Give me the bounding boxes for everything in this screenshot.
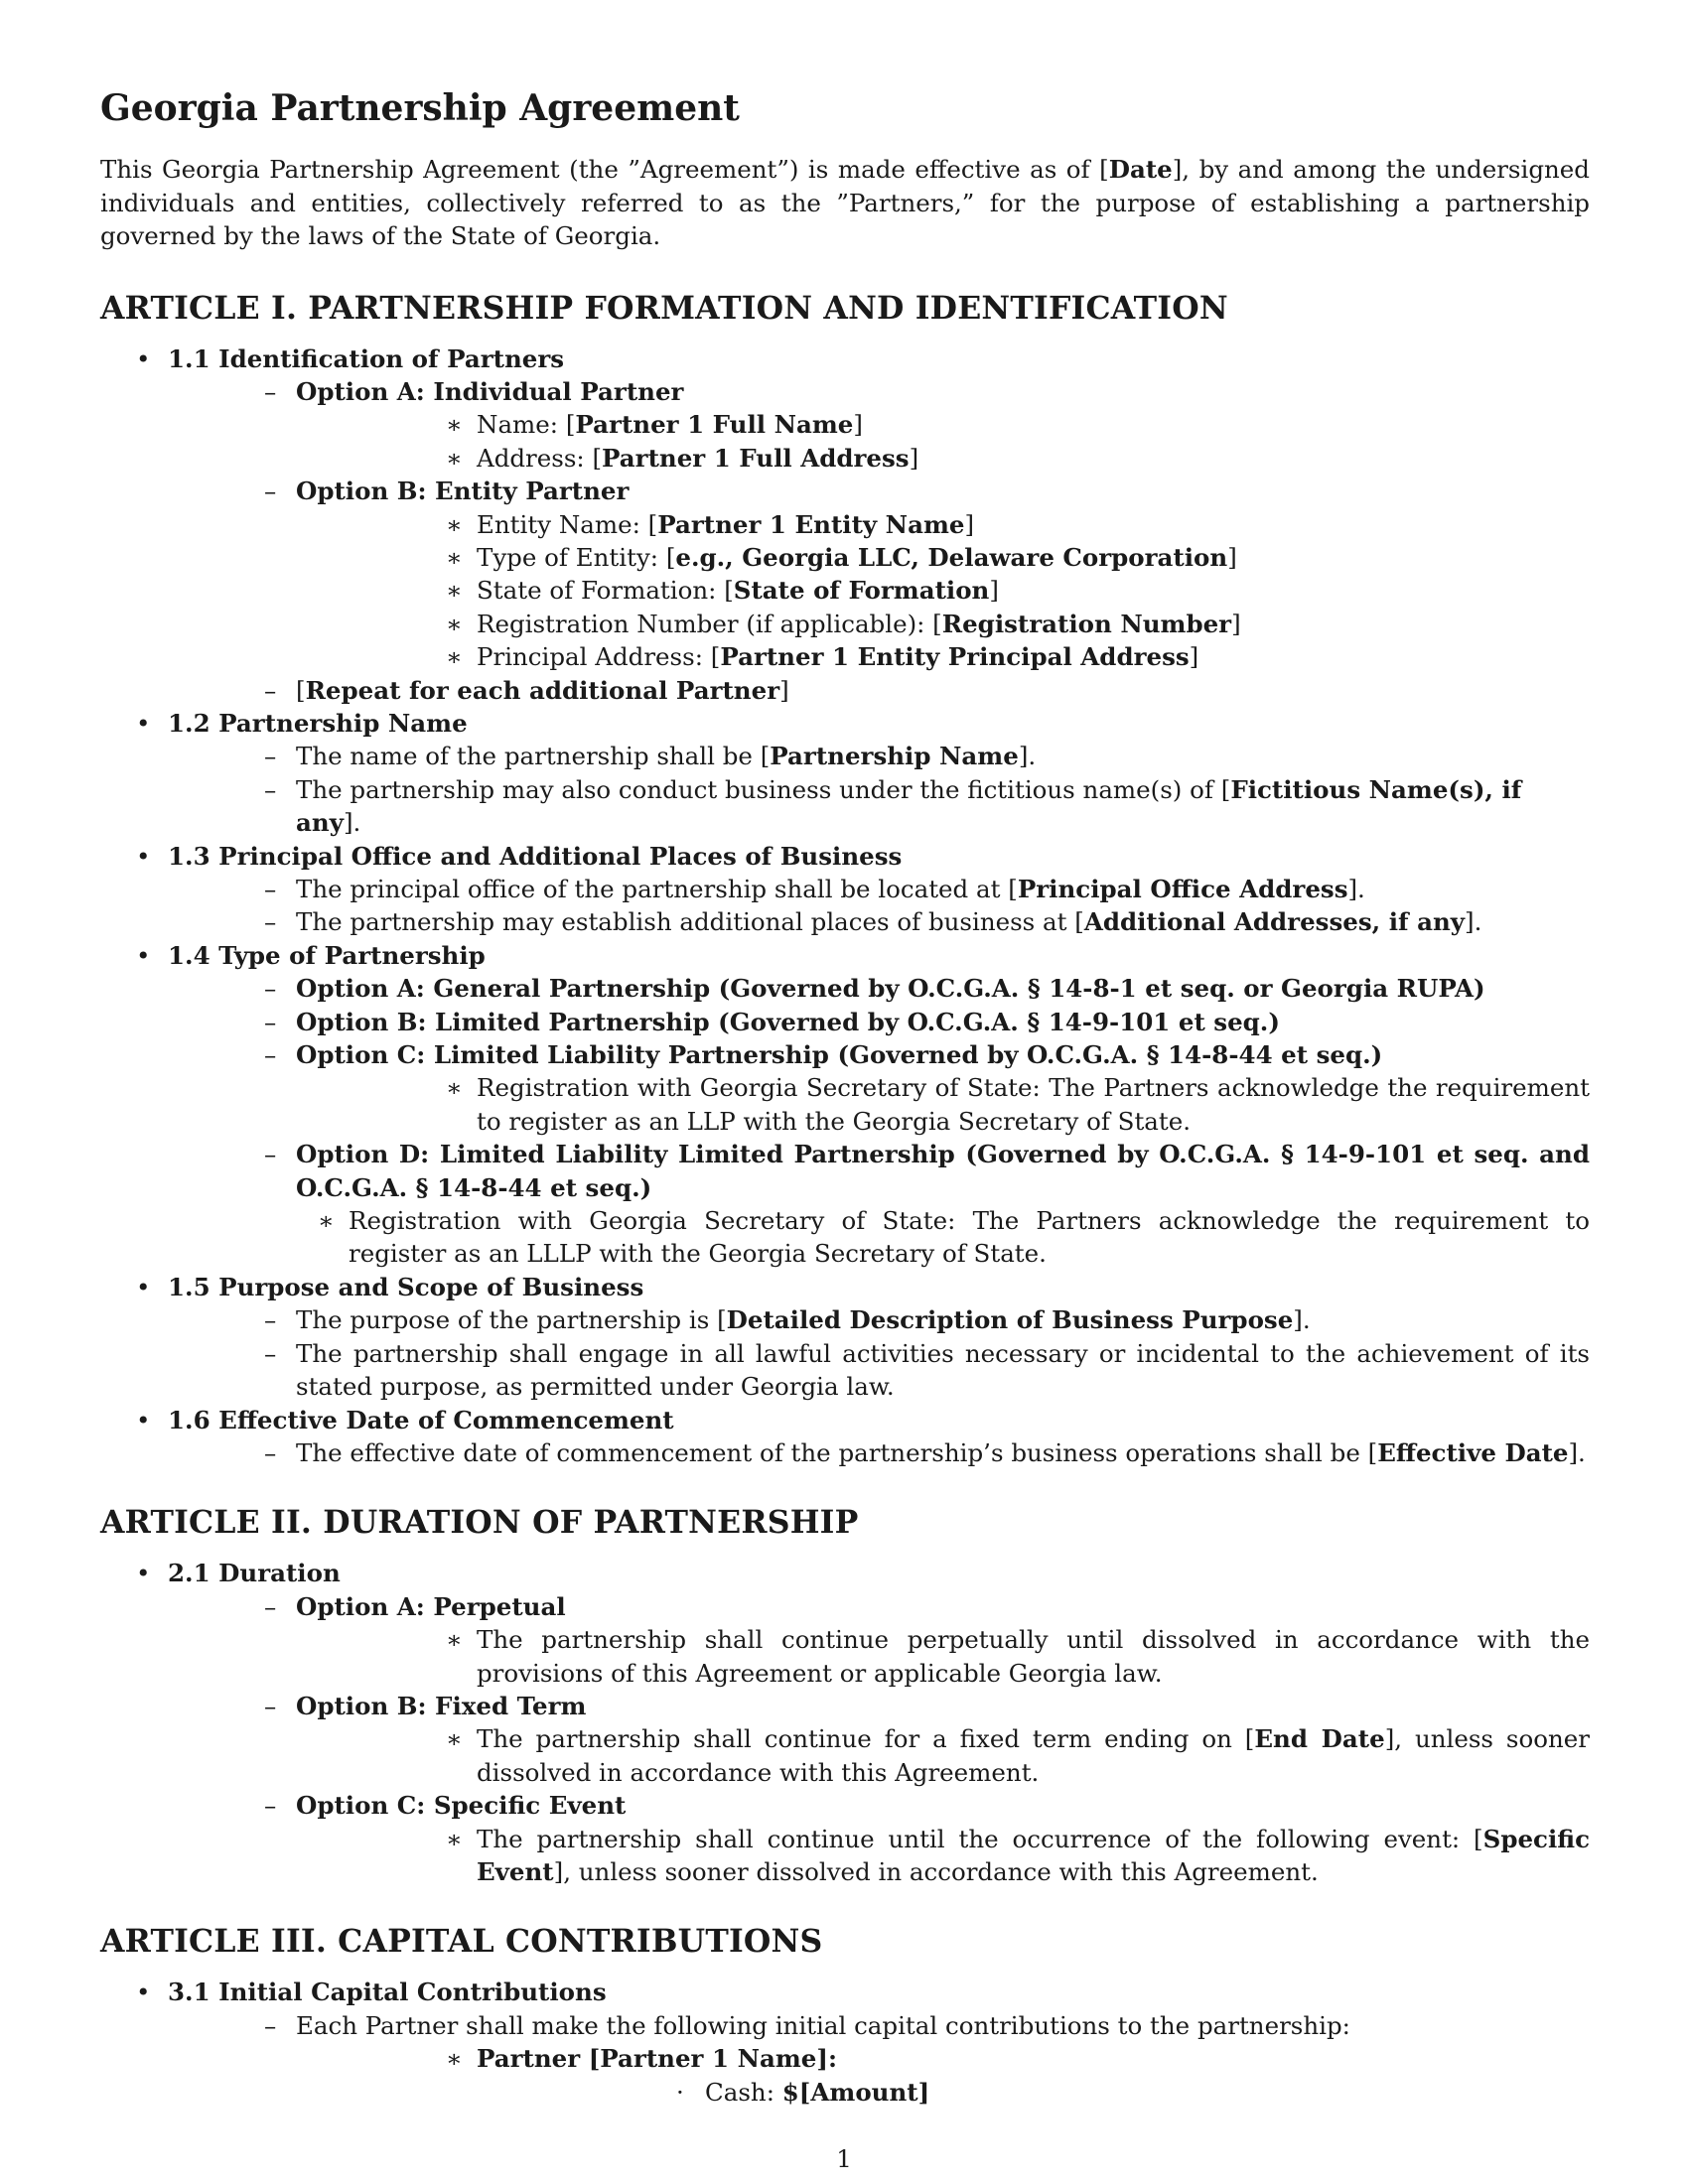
bullet-icon: •	[136, 841, 151, 871]
intro-text-2: ], by and among the undersigned individuals and entities, collectively referred to as the ”Partners,” for the purpose of establishing a partnership governed by the laws of the State of Georgia.	[100, 155, 1590, 250]
body-text: ].	[1465, 907, 1482, 937]
body-text	[477, 1722, 1590, 1789]
list-item: ∗ State of Formation: [State of Formation]	[296, 574, 1590, 607]
dash-icon: –	[264, 1338, 277, 1368]
body-text: ], unless sooner dissolved in accordance with this Agreement.	[553, 1856, 1319, 1886]
section-1-3	[100, 840, 1590, 939]
body-text: ].	[1018, 742, 1037, 771]
field-placeholder: Fictitious Name(s), if any	[296, 774, 1522, 838]
dash-icon: –	[264, 1691, 277, 1720]
list-item: ∗ Type of Entity: [e.g., Georgia LLC, Delaware Corporation]	[296, 541, 1590, 574]
list-item	[296, 2042, 1590, 2109]
dash-icon: –	[264, 1437, 277, 1467]
list-item	[168, 1789, 1590, 1888]
body-text: The partnership may also conduct business under the fictitious name(s) of [	[296, 774, 1231, 804]
dash-icon: –	[264, 1040, 277, 1070]
field-label: Cash:	[705, 2077, 782, 2107]
body-text: The partnership shall continue perpetually until dissolved in accordance with the provisions of this Agreement or applicable Georgia law.	[477, 1625, 1590, 1688]
body-text: ].	[1347, 875, 1365, 903]
list-item	[168, 475, 1590, 673]
partner-label: Partner [Partner 1 Name]:	[477, 2044, 837, 2074]
body-text: The name of the partnership shall be [	[296, 742, 771, 771]
body-text: The principal office of the partnership shall be located at [	[296, 875, 1018, 903]
list-item	[296, 1823, 1590, 1889]
field-label: Principal Address:	[477, 642, 711, 672]
bullet-icon: •	[136, 343, 151, 373]
list-item	[168, 740, 1590, 772]
list-item	[168, 1303, 1590, 1336]
field-placeholder: Partner 1 Full Name	[575, 410, 854, 440]
article-1-heading: ARTICLE I. PARTNERSHIP FORMATION AND IDENTIFICATION	[100, 289, 1228, 327]
body-text: The partnership shall engage in all lawful activities necessary or incidental to the achievement of its stated purpose, as permitted under Georgia law.	[296, 1338, 1590, 1402]
list-item	[296, 1623, 1590, 1690]
bullet-icon: •	[136, 1978, 151, 2007]
asterisk-icon: ∗	[446, 1724, 463, 1754]
body-text	[477, 1823, 1590, 1889]
option-title: Option B: Limited Partnership (Governed by O.C.G.A. § 14-9-101 et seq.)	[296, 1007, 1280, 1036]
field-placeholder: State of Formation	[733, 576, 990, 606]
option-title: Option D: Limited Liability Limited Partnership (Governed by O.C.G.A. § 14-9-101 et seq. and O.C.G.A. § 14-8-44 et seq.)	[296, 1140, 1590, 1202]
field-placeholder: Principal Office Address	[1017, 875, 1348, 903]
article-3-heading: ARTICLE III. CAPITAL CONTRIBUTIONS	[100, 1923, 823, 1961]
dot-icon: ·	[676, 2077, 684, 2107]
list-item	[168, 972, 1590, 1005]
section-1-1	[100, 342, 1590, 707]
list-item: ∗ Entity Name: [Partner 1 Entity Name]	[296, 508, 1590, 541]
body-text: ].	[1568, 1437, 1586, 1467]
section-1-5	[100, 1271, 1590, 1404]
section-title: 1.6 Effective Date of Commencement	[168, 1405, 674, 1434]
page-number: 1	[836, 2144, 852, 2173]
list-item	[168, 1436, 1590, 1469]
asterisk-icon: ∗	[446, 1625, 463, 1655]
asterisk-icon: ∗	[446, 2044, 463, 2074]
dash-icon: –	[264, 774, 277, 804]
dash-icon: –	[264, 675, 277, 705]
dash-icon: –	[264, 376, 277, 406]
list-item	[477, 2076, 1590, 2109]
body-text: The effective date of commencement of the partnership’s business operations shall be [	[296, 1437, 1378, 1467]
body-text: The partnership may establish additional places of business at [	[296, 907, 1084, 937]
list-item	[168, 1138, 1590, 1271]
body-text: ].	[343, 808, 361, 838]
list-item: ∗ Address: [Partner 1 Full Address]	[296, 442, 1590, 475]
article-1-list	[100, 342, 1590, 1470]
section-title: 1.5 Purpose and Scope of Business	[168, 1272, 644, 1301]
field-placeholder: Partner 1 Entity Principal Address	[720, 642, 1190, 672]
list-item	[168, 1038, 1590, 1138]
option-title: Option B: Entity Partner	[296, 477, 630, 506]
field-label: Name:	[477, 410, 566, 440]
asterisk-icon: ∗	[446, 609, 463, 638]
intro-date-placeholder: Date	[1108, 155, 1173, 184]
body-text: ].	[1293, 1305, 1311, 1335]
section-title: 1.4 Type of Partnership	[168, 940, 486, 970]
dash-icon: –	[264, 1791, 277, 1821]
field-placeholder: Partner 1 Entity Name	[657, 509, 965, 539]
asterisk-icon: ∗	[446, 410, 463, 440]
dash-icon: –	[264, 907, 277, 937]
field-label: Type of Entity:	[477, 542, 666, 572]
section-title: 3.1 Initial Capital Contributions	[168, 1978, 607, 2007]
list-item	[168, 905, 1590, 938]
list-item: – [Repeat for each additional Partner]	[168, 674, 1590, 707]
intro-paragraph	[100, 153, 1590, 253]
section-1-4	[100, 939, 1590, 1271]
bullet-icon: •	[136, 1405, 151, 1434]
list-item: ∗ Registration Number (if applicable): [Registration Number]	[296, 608, 1590, 640]
dash-icon: –	[264, 477, 277, 506]
list-item	[296, 1071, 1590, 1138]
section-title: 1.3 Principal Office and Additional Places of Business	[168, 841, 903, 871]
section-title: 2.1 Duration	[168, 1559, 341, 1588]
asterisk-icon: ∗	[446, 576, 463, 606]
list-item	[168, 1204, 1590, 1271]
body-text: ], unless sooner dissolved in accordance with this Agreement.	[477, 1724, 1590, 1787]
asterisk-icon: ∗	[446, 642, 463, 672]
field-placeholder: Partnership Name	[770, 742, 1019, 771]
list-item	[168, 773, 1590, 840]
section-title: 1.2 Partnership Name	[168, 708, 468, 738]
list-item	[168, 1690, 1590, 1789]
article-3-list	[100, 1976, 1590, 2109]
list-item	[168, 2009, 1590, 2109]
section-3-1	[100, 1976, 1590, 2109]
dash-icon: –	[264, 1140, 277, 1169]
body-text: Registration with Georgia Secretary of State: The Partners acknowledge the requirement to register as an LLP with the Georgia Secretary of State.	[477, 1073, 1590, 1136]
field-label: Registration Number (if applicable):	[477, 609, 933, 638]
field-placeholder: Additional Addresses, if any	[1083, 907, 1466, 937]
field-placeholder: Effective Date	[1377, 1437, 1569, 1467]
body-text: Each Partner shall make the following initial capital contributions to the partnership:	[296, 2010, 1350, 2040]
dash-icon: –	[264, 1305, 277, 1335]
list-item	[168, 1590, 1590, 1690]
intro-text-1: This Georgia Partnership Agreement (the ”Agreement”) is made effective as of [	[100, 155, 1109, 184]
bullet-icon: •	[136, 1559, 151, 1588]
list-item	[168, 1006, 1590, 1038]
dash-icon: –	[264, 875, 277, 903]
list-item	[168, 375, 1590, 475]
list-item	[168, 873, 1590, 905]
field-placeholder: Detailed Description of Business Purpose	[726, 1305, 1294, 1335]
list-item: ∗ Principal Address: [Partner 1 Entity Principal Address]	[296, 640, 1590, 673]
option-title: Option A: Perpetual	[296, 1591, 566, 1621]
asterisk-icon: ∗	[446, 542, 463, 572]
asterisk-icon: ∗	[318, 1206, 335, 1236]
bullet-icon: •	[136, 1272, 151, 1301]
body-text: The purpose of the partnership is [	[296, 1305, 727, 1335]
asterisk-icon: ∗	[446, 1073, 463, 1103]
list-item: ∗ Name: [Partner 1 Full Name]	[296, 408, 1590, 441]
option-title: Option C: Specific Event	[296, 1791, 627, 1821]
dash-icon: –	[264, 1591, 277, 1621]
list-item	[168, 1337, 1590, 1404]
asterisk-icon: ∗	[446, 509, 463, 539]
article-2-heading: ARTICLE II. DURATION OF PARTNERSHIP	[100, 1504, 859, 1542]
field-placeholder: Registration Number	[941, 609, 1232, 638]
article-2-list	[100, 1557, 1590, 1888]
asterisk-icon: ∗	[446, 1824, 463, 1853]
field-label: State of Formation:	[477, 576, 725, 606]
option-title: Option A: General Partnership (Governed by O.C.G.A. § 14-8-1 et seq. or Georgia RUPA)	[296, 974, 1485, 1004]
bullet-icon: •	[136, 940, 151, 970]
option-title: Option C: Limited Liability Partnership (Governed by O.C.G.A. § 14-8-44 et seq.)	[296, 1040, 1383, 1070]
section-title: 1.1 Identification of Partners	[168, 343, 565, 373]
field-placeholder: Specific Event	[477, 1824, 1590, 1886]
option-title: Option B: Fixed Term	[296, 1691, 587, 1720]
field-placeholder: Repeat for each additional Partner	[305, 675, 780, 705]
field-placeholder: End Date	[1254, 1724, 1385, 1754]
body-text: The partnership shall continue until the occurrence of the following event: [	[477, 1824, 1483, 1853]
body-text: Registration with Georgia Secretary of State: The Partners acknowledge the requirement to register as an LLLP with the Georgia Secretary of State.	[349, 1206, 1590, 1269]
body-text: The partnership shall continue for a fixed term ending on [	[477, 1724, 1255, 1754]
document-title: Georgia Partnership Agreement	[100, 87, 740, 129]
dash-icon: –	[264, 1007, 277, 1036]
asterisk-icon: ∗	[446, 443, 463, 473]
bullet-icon: •	[136, 708, 151, 738]
section-2-1	[100, 1557, 1590, 1888]
field-label: Entity Name:	[477, 509, 648, 539]
list-item	[296, 1722, 1590, 1789]
section-1-6	[100, 1404, 1590, 1470]
field-placeholder: Partner 1 Full Address	[602, 443, 910, 473]
document-page	[100, 85, 1590, 2109]
dash-icon: –	[264, 2010, 277, 2040]
field-label: Address:	[477, 443, 593, 473]
option-title: Option A: Individual Partner	[296, 376, 684, 406]
dash-icon: –	[264, 742, 277, 771]
section-1-2	[100, 707, 1590, 840]
field-placeholder: e.g., Georgia LLC, Delaware Corporation	[675, 542, 1228, 572]
field-placeholder: $[Amount]	[781, 2077, 930, 2107]
dash-icon: –	[264, 974, 277, 1004]
